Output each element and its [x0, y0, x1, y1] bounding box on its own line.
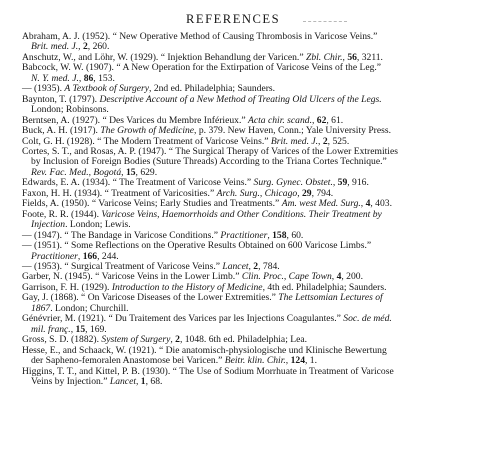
volume-number: 4 — [336, 271, 342, 283]
reference-text: , 60. — [286, 229, 304, 241]
reference-text: , — [170, 334, 176, 346]
reference-text: , — [285, 355, 291, 367]
italic-text: Soc. de méd. — [343, 313, 392, 325]
reference-text: Génévrier, M. (1921). “ Du Traitement des Varices par les Injections Coagulantes.” — [22, 313, 344, 325]
reference-text: , — [121, 166, 126, 178]
reference-text: , 3211. — [356, 51, 383, 63]
reference-text: Edwards, E. A. (1934). “ The Treatment of Varicose Veins.” — [22, 177, 254, 189]
volume-number: 86 — [83, 72, 94, 84]
volume-number: 56 — [347, 51, 357, 63]
reference-text: Gay, J. (1868). “ On Varicose Diseases of the Lower Extremities.” — [22, 292, 279, 304]
italic-text: 1867 — [31, 302, 51, 314]
reference-text: Berntsen, A. (1927). “ Des Varices du Membre Inférieux.” — [22, 114, 249, 126]
reference-text: Cortes, S. T., and Rosas, A. P. (1947). “ The Surgical Therapy of Varices of the Lower Extremities — [22, 145, 398, 157]
volume-number: 1 — [140, 375, 146, 387]
reference-text: — (1953). “ Surgical Treatment of Varicose Veins.” — [22, 260, 223, 272]
reference-text: , — [360, 198, 366, 210]
reference-entry — [22, 367, 484, 388]
reference-text: , — [318, 135, 323, 147]
reference-text: — (1935). — [22, 83, 65, 95]
reference-text: Garrison, F. H. (1929). — [22, 281, 112, 293]
volume-number: 2 — [82, 41, 88, 53]
reference-text: , — [332, 177, 338, 189]
italic-text: Am. west Med. Surg. — [281, 198, 361, 210]
reference-text: London; Robinsons. — [31, 104, 109, 116]
italic-text: Brit. med. J. — [270, 135, 319, 147]
reference-continuation-line — [22, 377, 484, 387]
reference-text: , 61. — [326, 114, 344, 126]
heading-rule — [303, 21, 347, 23]
italic-text: Varicose Veins, Haemorrhoids and Other Conditions. Their Treatment by — [101, 208, 382, 220]
volume-number: 4 — [365, 198, 371, 210]
reference-entry — [22, 314, 484, 335]
reference-text: by Inclusion of Foreign Bodies (Suture Threads) According to the Triana Cortes Technique.” — [31, 156, 387, 168]
reference-text: Garber, N. (1945). “ Varicose Veins in the Lower Limb.” — [22, 271, 242, 283]
reference-text: , 794. — [311, 187, 334, 199]
reference-text: Colt, G. H. (1928). “ The Modern Treatment of Varicose Veins.” — [22, 135, 271, 147]
reference-text: , — [297, 187, 302, 199]
reference-text: , 2nd ed. Philadelphia; Saunders. — [149, 83, 276, 95]
reference-text: — (1947). “ The Bandage in Varicose Conditions.” — [22, 229, 221, 241]
reference-text: , 244. — [97, 250, 119, 262]
reference-text: , 260. — [87, 41, 110, 53]
reference-text: , 629. — [135, 166, 158, 178]
reference-text: Veins by Injection.” — [31, 375, 110, 387]
reference-text: , — [78, 72, 84, 84]
reference-text: , 403. — [370, 198, 392, 210]
reference-text: . London; Lewis. — [65, 219, 131, 231]
italic-text: Surg. Gynec. Obstet. — [253, 177, 333, 189]
italic-text: The Growth of Medicine — [100, 125, 195, 137]
reference-text: Abraham, A. J. (1952). “ New Operative Method of Causing Thrombosis in Varicose Veins.” — [22, 31, 378, 42]
italic-text: Introduction to the History of Medicine — [111, 281, 263, 293]
reference-text: — (1951). “ Some Reflections on the Operative Results Obtained on 600 Varicose Limbs.” — [22, 240, 372, 252]
italic-text: Injection — [31, 219, 66, 231]
volume-number: 124 — [290, 355, 305, 367]
reference-text: Baynton, T. (1797). — [22, 93, 100, 105]
reference-text: Anschutz, W., and Löhr, W. (1929). “ Injektion Behandlung der Varicen.” — [22, 51, 306, 63]
reference-text: . London; Churchill. — [50, 302, 129, 314]
reference-list — [22, 32, 484, 387]
italic-text: Arch. Surg., Chicago — [216, 187, 298, 199]
volume-number: 166 — [82, 250, 98, 262]
italic-text: Rev. Fac. Med., Bogotá — [31, 166, 122, 178]
volume-number: 2 — [322, 135, 328, 147]
reference-text: Gross, S. D. (1882). — [22, 334, 102, 346]
heading-area — [0, 10, 489, 28]
reference-text: , — [77, 250, 83, 262]
reference-text: , — [331, 271, 337, 283]
reference-text: Foote, R. R. (1944). — [22, 208, 102, 220]
reference-text: , 169. — [85, 323, 107, 335]
reference-text: Hesse, E., and Schaack, W. (1921). “ Die anatomisch-physiologische und Klinische Bewertung — [22, 344, 387, 356]
reference-text: , — [267, 229, 273, 241]
reference-text: , p. 379. New Haven, Conn.; Yale University Press. — [194, 125, 391, 137]
reference-entry — [22, 95, 484, 116]
volume-number: 158 — [272, 229, 287, 241]
italic-text: Practitioner — [220, 229, 268, 241]
reference-text: , 153. — [93, 72, 115, 84]
italic-text: Beitr. klin. Chir. — [224, 355, 286, 367]
volume-number: 29 — [301, 187, 312, 199]
reference-entry — [22, 63, 484, 84]
reference-text: , — [342, 51, 348, 63]
reference-text: , — [136, 375, 141, 387]
reference-entry — [22, 241, 484, 262]
reference-entry — [22, 147, 484, 178]
reference-text: , — [78, 41, 83, 53]
volume-number: 15 — [125, 166, 136, 178]
volume-number: 62 — [316, 114, 327, 126]
italic-text: Lancet — [222, 260, 249, 272]
reference-text: , — [311, 114, 317, 126]
italic-text: Zbl. Chir. — [306, 51, 343, 63]
italic-text: A Textbook of Surgery — [64, 83, 150, 95]
reference-text: , 200. — [341, 271, 363, 283]
reference-text: , 784. — [258, 260, 280, 272]
reference-text: der Sapheno-femoralen Anastomose bei Varicen.” — [31, 355, 225, 367]
reference-text: Buck, A. H. (1917). — [22, 125, 101, 137]
reference-text: , 1. — [304, 355, 317, 367]
references-heading: REFERENCES — [186, 12, 281, 26]
reference-text: , 525. — [327, 135, 350, 147]
italic-text: Descriptive Account of a New Method of Treating Old Ulcers of the Legs. — [99, 93, 382, 105]
volume-number: 59 — [337, 177, 348, 189]
reference-text: , — [248, 260, 254, 272]
italic-text: Brit. med. J. — [31, 41, 79, 53]
reference-text: , 4th ed. Philadelphia; Saunders. — [262, 281, 387, 293]
reference-text: Babcock, W. W. (1907). “ A New Operation for the Extirpation of Varicose Veins of the Leg.” — [22, 62, 382, 74]
italic-text: Lancet — [109, 375, 136, 387]
reference-entry — [22, 293, 484, 314]
reference-text: , — [70, 323, 76, 335]
volume-number: 15 — [75, 323, 86, 335]
italic-text: Acta chir. scand. — [248, 114, 312, 126]
reference-entry — [22, 346, 484, 367]
reference-entry — [22, 210, 484, 231]
italic-text: N. Y. med. J. — [31, 72, 79, 84]
volume-number: 2 — [253, 260, 259, 272]
italic-text: System of Surgery — [101, 334, 171, 346]
italic-text: mil. franç. — [31, 323, 71, 335]
volume-number: 2 — [175, 334, 180, 346]
italic-text: Clin. Proc., Cape Town — [241, 271, 332, 283]
reference-text: Faxon, H. H. (1934). “ Treatment of Varicosities.” — [22, 187, 217, 199]
reference-text: Fields, A. (1950). “ Varicose Veins; Early Studies and Treatments.” — [22, 198, 282, 210]
reference-entry — [22, 32, 484, 53]
reference-text: Higgins, T. T., and Kittel, P. B. (1930). “ The Use of Sodium Morrhuate in Treatment of Varicose — [22, 365, 394, 377]
italic-text: Practitioner — [31, 250, 78, 262]
reference-text: , 1048. 6th ed. Philadelphia; Lea. — [179, 334, 308, 346]
italic-text: The Lettsomian Lectures of — [278, 292, 383, 304]
reference-text: , 916. — [347, 177, 369, 189]
reference-text: , 68. — [145, 375, 163, 387]
